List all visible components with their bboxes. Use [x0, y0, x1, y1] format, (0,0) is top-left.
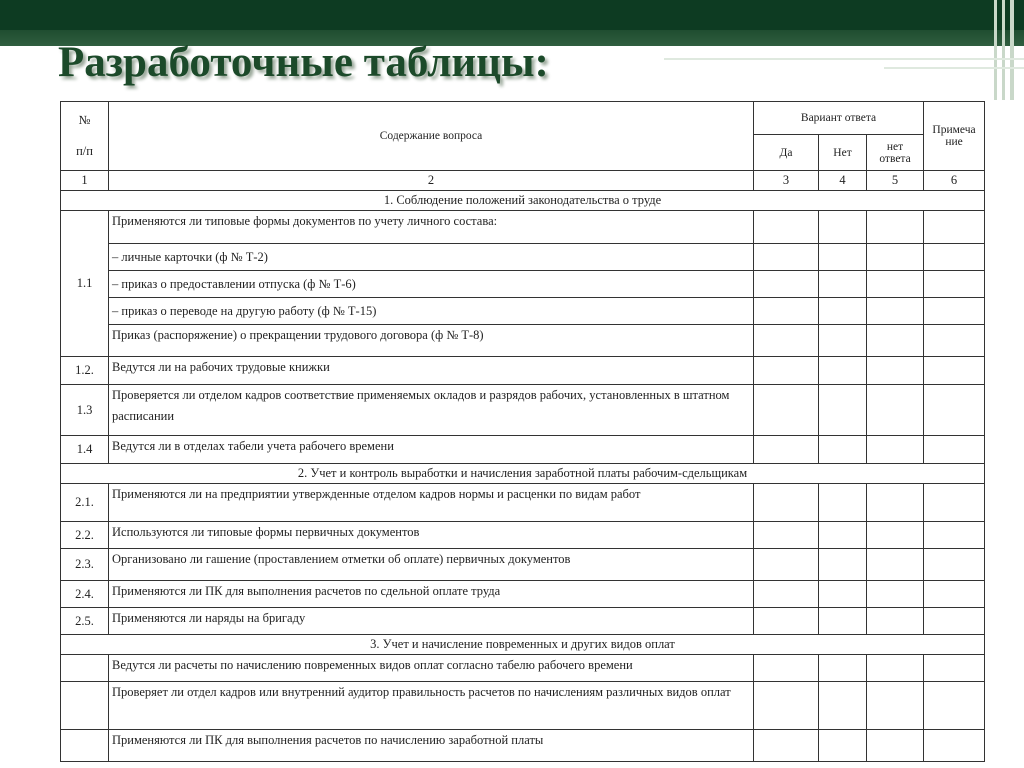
row-number: [61, 655, 109, 682]
answer-cell: [867, 436, 924, 464]
answer-cell: [867, 484, 924, 522]
table-row: [61, 298, 985, 325]
question-text: Применяются ли типовые формы документов по учету личного состава:: [109, 211, 754, 244]
answer-cell: [867, 271, 924, 298]
col-number: 1: [61, 171, 109, 191]
col-number: 6: [924, 171, 985, 191]
question-text: Применяются ли на предприятии утвержденные отделом кадров нормы и расценки по видам работ: [109, 484, 754, 522]
row-number: [61, 730, 109, 762]
answer-cell: [754, 581, 819, 608]
header-note-label-2: ние: [945, 136, 963, 148]
answer-cell: [754, 385, 819, 436]
header-num-label-2: п/п: [76, 144, 93, 158]
answer-cell: [867, 325, 924, 357]
section-title: 2. Учет и контроль выработки и начисления заработной платы рабочим-сдельщикам: [61, 464, 985, 484]
question-text: Применяются ли ПК для выполнения расчетов по сдельной оплате труда: [109, 581, 754, 608]
row-number: 1.2.: [61, 357, 109, 385]
table-row: [61, 271, 985, 298]
question-text: – приказ о переводе на другую работу (ф № Т-15): [109, 298, 754, 325]
row-number: 2.5.: [61, 608, 109, 635]
question-text: Ведутся ли в отделах табели учета рабочего времени: [109, 436, 754, 464]
table-row: [61, 211, 985, 244]
answer-cell: [867, 549, 924, 581]
answer-cell: [754, 357, 819, 385]
decor-line: [884, 67, 1024, 69]
table-row: [61, 484, 985, 522]
row-number: 2.2.: [61, 522, 109, 549]
table-row: [61, 655, 985, 682]
question-text: Проверяется ли отделом кадров соответствие применяемых окладов и разрядов рабочих, установленных в штатном расписании: [109, 385, 754, 436]
answer-cell: [819, 522, 867, 549]
answer-cell: [819, 682, 867, 730]
table-row: [61, 357, 985, 385]
answer-cell: [819, 244, 867, 271]
col-number: 5: [867, 171, 924, 191]
section-title: 1. Соблюдение положений законодательства о труде: [61, 191, 985, 211]
question-text: Организовано ли гашение (проставлением отметки об оплате) первичных документов: [109, 549, 754, 581]
questionnaire-table: [60, 101, 985, 762]
header-row: [61, 102, 985, 135]
question-text: Ведутся ли расчеты по начислению повременных видов оплат согласно табелю рабочего времени: [109, 655, 754, 682]
decor-line: [664, 58, 1024, 60]
header-noanswer-label: нет: [886, 140, 904, 153]
section-title: 3. Учет и начисление повременных и других видов оплат: [61, 635, 985, 655]
answer-cell: [754, 608, 819, 635]
answer-cell: [819, 385, 867, 436]
top-banner-dark: [0, 0, 1024, 30]
question-text: Применяются ли наряды на бригаду: [109, 608, 754, 635]
answer-cell: [924, 682, 985, 730]
answer-cell: [754, 522, 819, 549]
row-number: 2.4.: [61, 581, 109, 608]
answer-cell: [867, 211, 924, 244]
question-text: Проверяет ли отдел кадров или внутренний аудитор правильность расчетов по начислениям различных видов оплат: [109, 682, 754, 730]
header-note-cell: [924, 102, 985, 171]
question-text: Ведутся ли на рабочих трудовые книжки: [109, 357, 754, 385]
answer-cell: [819, 549, 867, 581]
col-number: 4: [819, 171, 867, 191]
table-row: [61, 581, 985, 608]
column-number-row: [61, 171, 985, 191]
answer-cell: [754, 655, 819, 682]
table-row: [61, 522, 985, 549]
header-num-cell: [61, 102, 109, 171]
answer-cell: [924, 608, 985, 635]
answer-cell: [924, 357, 985, 385]
slide-title: Разработочные таблицы:: [58, 39, 549, 86]
decor-stripe: [1002, 0, 1005, 100]
header-noanswer-label-2: ответа: [879, 152, 911, 165]
answer-cell: [754, 549, 819, 581]
answer-cell: [867, 522, 924, 549]
answer-cell: [754, 211, 819, 244]
answer-cell: [754, 325, 819, 357]
decor-stripe: [994, 0, 997, 100]
answer-cell: [924, 730, 985, 762]
answer-cell: [867, 682, 924, 730]
table-row: [61, 549, 985, 581]
answer-cell: [819, 608, 867, 635]
answer-cell: [754, 271, 819, 298]
answer-cell: [867, 298, 924, 325]
table-row: [61, 730, 985, 762]
row-number: 1.3: [61, 385, 109, 436]
section-row: [61, 635, 985, 655]
answer-cell: [924, 436, 985, 464]
answer-cell: [819, 211, 867, 244]
answer-cell: [924, 325, 985, 357]
answer-cell: [924, 549, 985, 581]
answer-cell: [819, 298, 867, 325]
decor-stripe: [1010, 0, 1014, 100]
answer-cell: [867, 581, 924, 608]
header-content-label: Содержание вопроса: [109, 102, 754, 171]
question-text: Используются ли типовые формы первичных документов: [109, 522, 754, 549]
answer-cell: [867, 244, 924, 271]
answer-cell: [819, 484, 867, 522]
row-number: [61, 682, 109, 730]
answer-cell: [924, 522, 985, 549]
row-number: 2.1.: [61, 484, 109, 522]
answer-cell: [754, 244, 819, 271]
header-noanswer-cell: [867, 135, 924, 171]
answer-cell: [754, 682, 819, 730]
table-row: [61, 325, 985, 357]
header-yes-label: Да: [754, 135, 819, 171]
answer-cell: [867, 730, 924, 762]
row-number: 1.4: [61, 436, 109, 464]
question-text: Применяются ли ПК для выполнения расчетов по начислению заработной платы: [109, 730, 754, 762]
answer-cell: [867, 357, 924, 385]
answer-cell: [924, 581, 985, 608]
answer-cell: [819, 436, 867, 464]
table-row: [61, 608, 985, 635]
section-row: [61, 191, 985, 211]
row-number: 1.1: [61, 211, 109, 357]
answer-cell: [819, 325, 867, 357]
question-text: – личные карточки (ф № Т-2): [109, 244, 754, 271]
answer-cell: [924, 298, 985, 325]
answer-cell: [924, 484, 985, 522]
answer-cell: [754, 298, 819, 325]
answer-cell: [819, 271, 867, 298]
section-row: [61, 464, 985, 484]
answer-cell: [754, 730, 819, 762]
answer-cell: [819, 581, 867, 608]
header-no-label: Нет: [819, 135, 867, 171]
header-note-label: Примеча: [932, 124, 976, 136]
answer-cell: [754, 436, 819, 464]
table-row: [61, 244, 985, 271]
answer-cell: [819, 730, 867, 762]
answer-cell: [924, 211, 985, 244]
answer-cell: [754, 484, 819, 522]
col-number: 3: [754, 171, 819, 191]
header-variant-label: Вариант ответа: [754, 102, 924, 135]
answer-cell: [924, 655, 985, 682]
row-number: 2.3.: [61, 549, 109, 581]
answer-cell: [867, 385, 924, 436]
answer-cell: [867, 608, 924, 635]
answer-cell: [867, 655, 924, 682]
answer-cell: [924, 244, 985, 271]
answer-cell: [924, 271, 985, 298]
answer-cell: [819, 655, 867, 682]
header-num-label: №: [78, 113, 91, 127]
question-text: Приказ (распоряжение) о прекращении трудового договора (ф № Т-8): [109, 325, 754, 357]
table-row: [61, 682, 985, 730]
col-number: 2: [109, 171, 754, 191]
table-row: [61, 385, 985, 436]
table-row: [61, 436, 985, 464]
answer-cell: [819, 357, 867, 385]
question-text: – приказ о предоставлении отпуска (ф № Т-6): [109, 271, 754, 298]
answer-cell: [924, 385, 985, 436]
